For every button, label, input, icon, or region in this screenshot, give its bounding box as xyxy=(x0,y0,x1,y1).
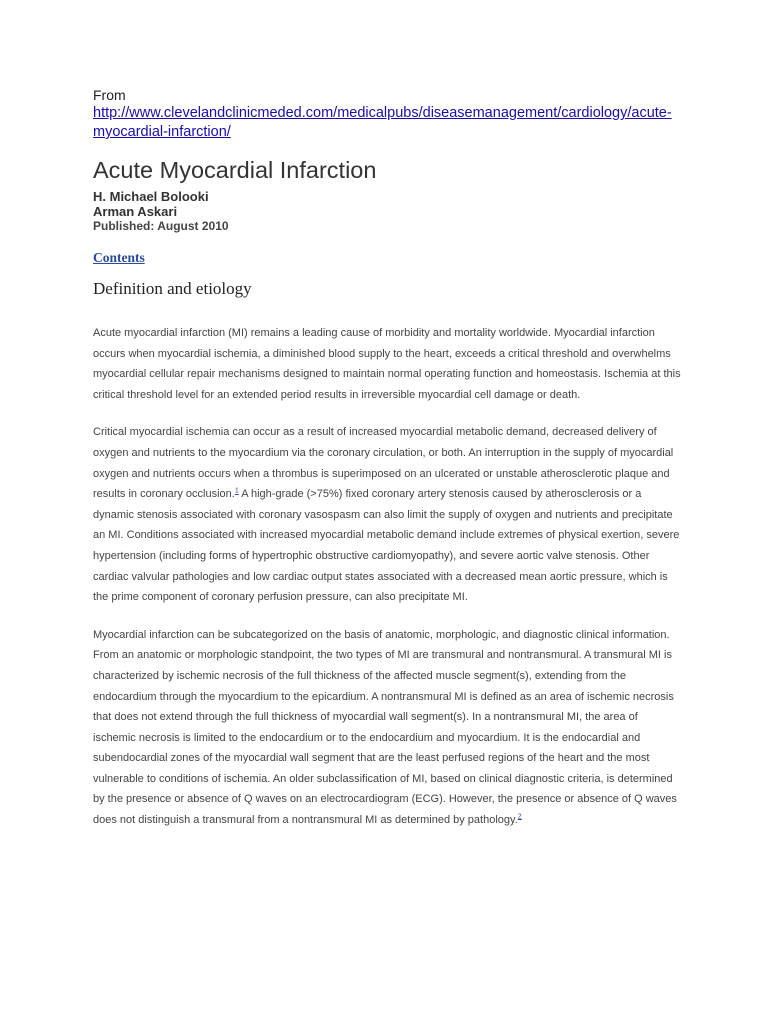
paragraph-text: Critical myocardial ischemia can occur as a result of increased myocardial metabolic demand, decreased delivery of oxygen and nutrients to the myocardium via the coronary circulation, or both. An interruption in the supply of myocardial oxygen and nutrients occurs when a thrombus is superimposed on an ulcerated or unstable atherosclerotic plaque and results in coronary occlusion. xyxy=(93,426,674,501)
paragraph: Acute myocardial infarction (MI) remains a leading cause of morbidity and mortality worldwide. Myocardial infarction occurs when myocardial ischemia, a diminished blood supply to the heart, exceeds a critical threshold and overwhelms myocardial cellular repair mechanisms designed to maintain normal operating function and homeostasis. Ischemia at this critical threshold level for an extended period results in irreversible myocardial cell damage or death. xyxy=(93,327,681,401)
reference-link[interactable]: 1 xyxy=(234,487,239,495)
from-label: From xyxy=(93,87,126,103)
paragraph xyxy=(93,422,681,607)
paragraph-text: Myocardial infarction can be subcategorized on the basis of anatomic, morphologic, and diagnostic clinical information. From an anatomic or morphologic standpoint, the two types of MI are transmural and nontransmural. A transmural MI is characterized by ischemic necrosis of the full thickness of the affected muscle segment(s), extending from the endocardium through the myocardium to the epicardium. A nontransmural MI is defined as an area of ischemic necrosis that does not extend through the full thickness of myocardial wall segment(s). In a nontransmural MI, the area of ischemic necrosis is limited to the endocardium or to the endocardium and myocardium. It is the endocardial and subendocardial zones of the myocardial wall segment that are the least perfused regions of the heart and the most vulnerable to conditions of ischemia. An older subclassification of MI, based on clinical diagnostic criteria, is determined by the presence or absence of Q waves on an electrocardiogram (ECG). However, the presence or absence of Q waves does not distinguish a transmural from a nontransmural MI as determined by pathology. xyxy=(93,628,677,827)
section-heading: Definition and etiology xyxy=(93,279,252,298)
reference-link[interactable]: 2 xyxy=(517,813,522,821)
document-page xyxy=(93,86,681,831)
author-name: Arman Askari xyxy=(93,204,178,219)
source-url-link[interactable]: http://www.clevelandclinicmeded.com/medicalpubs/diseasemanagement/cardiology/acute-myocardial-infarction/ xyxy=(93,105,672,140)
contents-link[interactable]: Contents xyxy=(93,250,145,265)
published-date: Published: August 2010 xyxy=(93,219,229,233)
author-list xyxy=(93,189,681,219)
article-title: Acute Myocardial Infarction xyxy=(93,157,377,183)
paragraph xyxy=(93,625,681,831)
author-name: H. Michael Bolooki xyxy=(93,189,209,204)
paragraph-text: A high-grade (>75%) fixed coronary artery stenosis caused by atherosclerosis or a dynamic stenosis associated with coronary vasospasm can also limit the supply of oxygen and nutrients and precipitate an MI. Conditions associated with increased myocardial metabolic demand include extremes of physical exertion, severe hypertension (including forms of hypertrophic obstructive cardiomyopathy), and severe aortic valve stenosis. Other cardiac valvular pathologies and low cardiac output states associated with a decreased mean aortic pressure, which is the prime component of coronary perfusion pressure, can also precipitate MI. xyxy=(93,488,680,604)
